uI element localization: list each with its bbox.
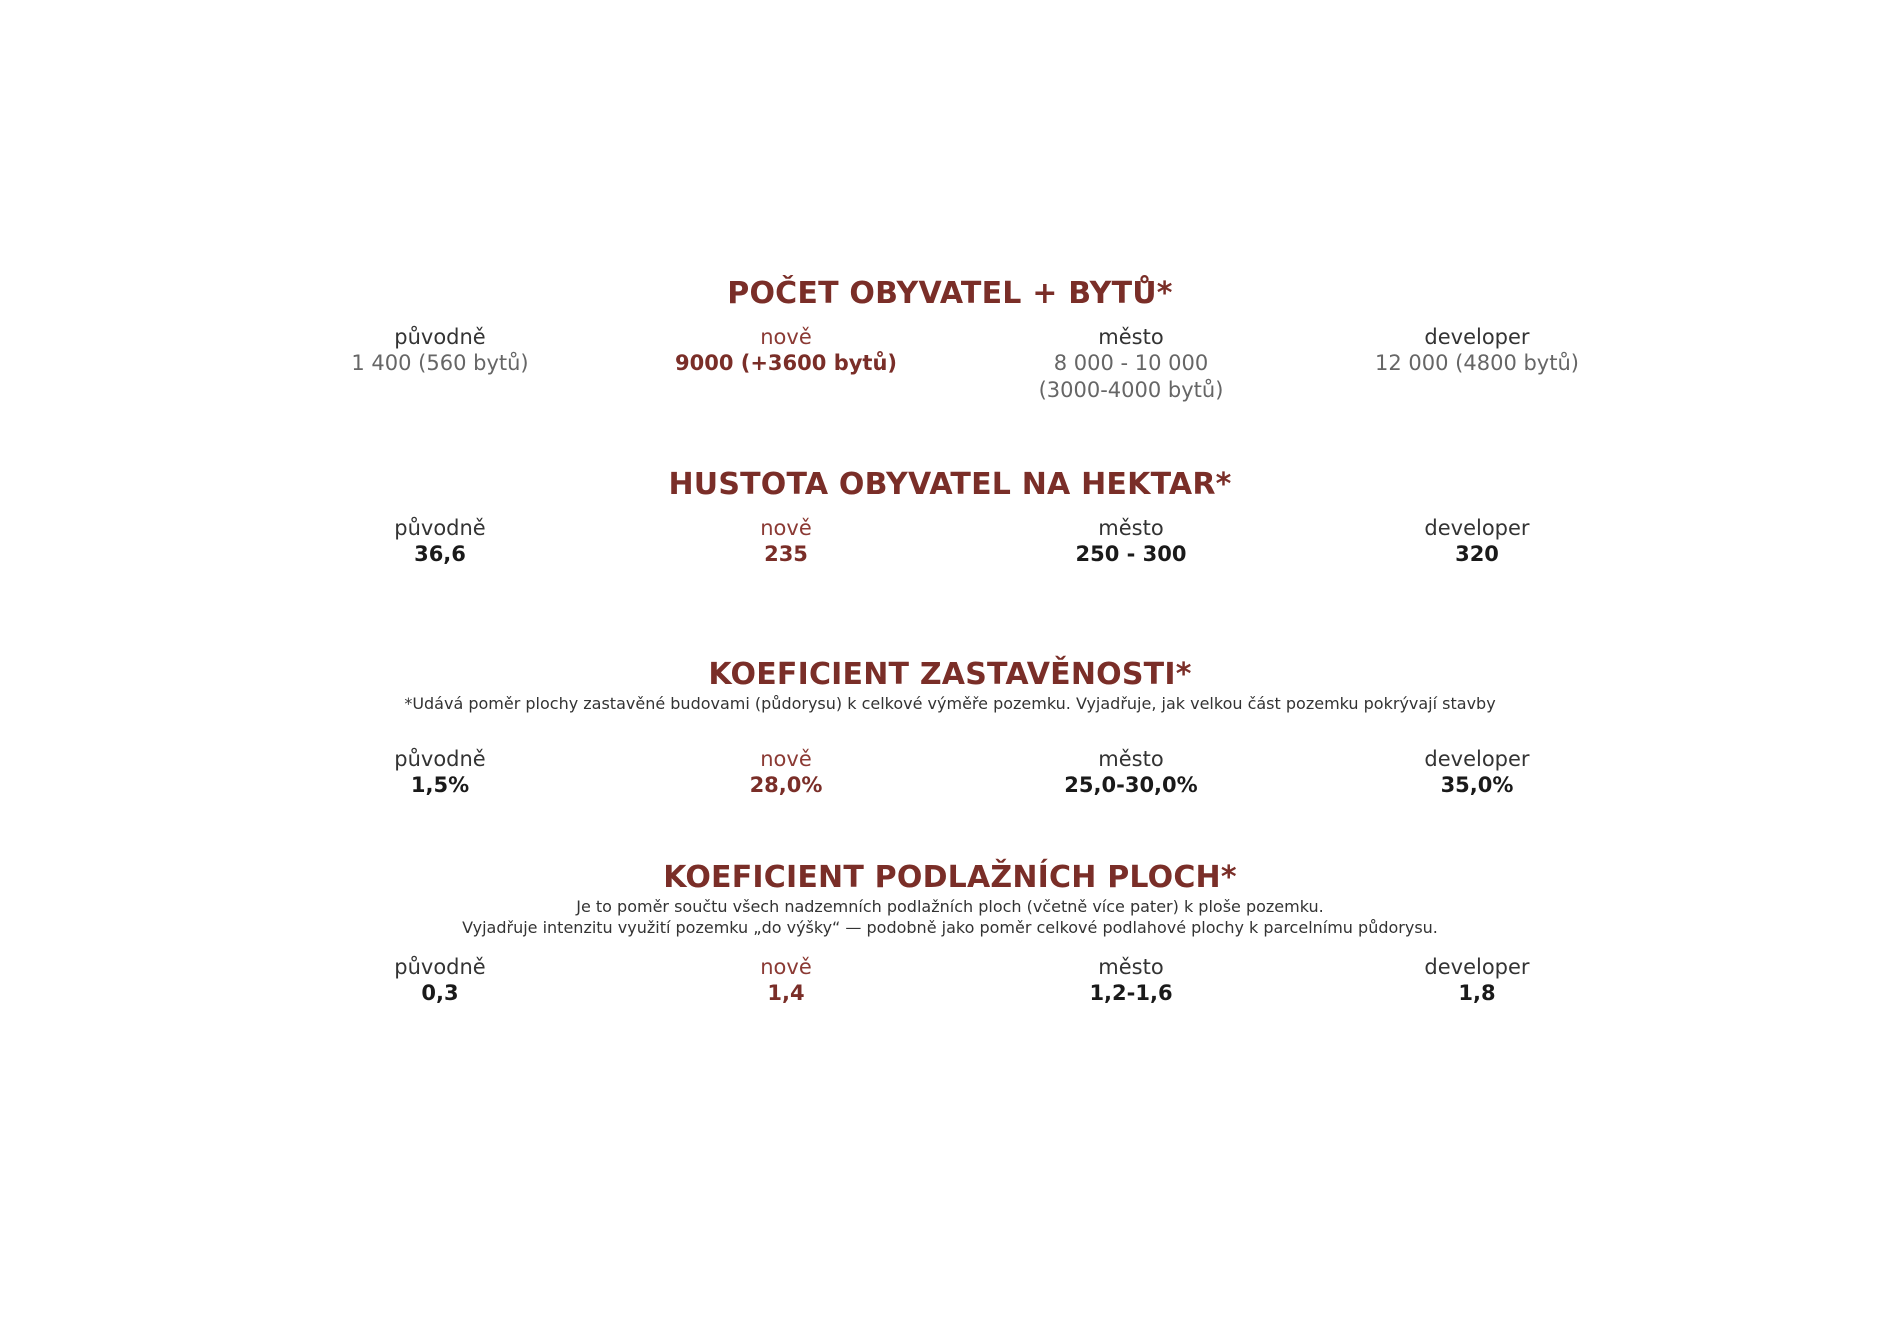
column-value: 9000 (+3600 bytů): [674, 351, 898, 375]
column-value: 0,3: [421, 981, 459, 1005]
column-value: 35,0%: [1440, 773, 1514, 797]
column-city: [971, 954, 1291, 1007]
column-developer: [1317, 515, 1637, 568]
section-title: KOEFICIENT PODLAŽNÍCH PLOCH*: [663, 860, 1237, 895]
column-value-secondary: (3000-4000 bytů): [1038, 378, 1224, 402]
column-label: developer: [1424, 516, 1530, 540]
section-note: Je to poměr součtu všech nadzemních podlažních ploch (včetně více pater) k ploše pozemku.: [576, 897, 1324, 916]
column-label: město: [1098, 516, 1164, 540]
column-label: nově: [760, 747, 812, 771]
column-city: [971, 324, 1291, 404]
column-developer: [1317, 954, 1637, 1007]
column-new: [626, 746, 946, 799]
column-label: nově: [760, 325, 812, 349]
section-title: KOEFICIENT ZASTAVĚNOSTI*: [708, 657, 1192, 692]
column-label: původně: [394, 747, 486, 771]
column-label: město: [1098, 747, 1164, 771]
column-new: [626, 324, 946, 377]
column-label: nově: [760, 955, 812, 979]
column-label: nově: [760, 516, 812, 540]
column-label: původně: [394, 516, 486, 540]
section-built-up-ratio: [0, 657, 1900, 797]
section-density: [0, 467, 1900, 566]
column-value: 1 400 (560 bytů): [351, 351, 529, 375]
column-value: 235: [764, 542, 808, 566]
column-value: 8 000 - 10 000: [1053, 351, 1209, 375]
column-city: [971, 746, 1291, 799]
section-note: Vyjadřuje intenzitu využití pozemku „do výšky“ — podobně jako poměr celkové podlahové plochy k parcelnímu půdorysu.: [462, 918, 1438, 937]
column-developer: [1317, 746, 1637, 799]
column-value: 36,6: [414, 542, 466, 566]
column-original: [280, 954, 600, 1007]
column-value: 1,2-1,6: [1089, 981, 1173, 1005]
section-title: HUSTOTA OBYVATEL NA HEKTAR*: [668, 467, 1232, 502]
column-label: developer: [1424, 955, 1530, 979]
column-label: developer: [1424, 747, 1530, 771]
column-city: [971, 515, 1291, 568]
section-note: *Udává poměr plochy zastavěné budovami (půdorysu) k celkové výměře pozemku. Vyjadřuje, jak velkou část pozemku pokrývají stavby: [404, 694, 1496, 713]
section-title: POČET OBYVATEL + BYTŮ*: [727, 276, 1173, 311]
column-original: [280, 324, 600, 377]
column-value: 1,8: [1458, 981, 1496, 1005]
column-value: 12 000 (4800 bytů): [1375, 351, 1579, 375]
column-label: město: [1098, 955, 1164, 979]
column-value: 28,0%: [749, 773, 823, 797]
column-original: [280, 515, 600, 568]
column-developer: [1317, 324, 1637, 377]
column-original: [280, 746, 600, 799]
column-label: původně: [394, 325, 486, 349]
column-value: 25,0-30,0%: [1064, 773, 1198, 797]
section-floor-area-ratio: [0, 860, 1900, 1005]
column-label: developer: [1424, 325, 1530, 349]
column-label: původně: [394, 955, 486, 979]
column-value: 1,4: [767, 981, 805, 1005]
column-value: 250 - 300: [1075, 542, 1187, 566]
column-value: 1,5%: [410, 773, 470, 797]
column-new: [626, 515, 946, 568]
column-value: 320: [1455, 542, 1499, 566]
column-label: město: [1098, 325, 1164, 349]
column-new: [626, 954, 946, 1007]
section-population: [0, 276, 1900, 402]
